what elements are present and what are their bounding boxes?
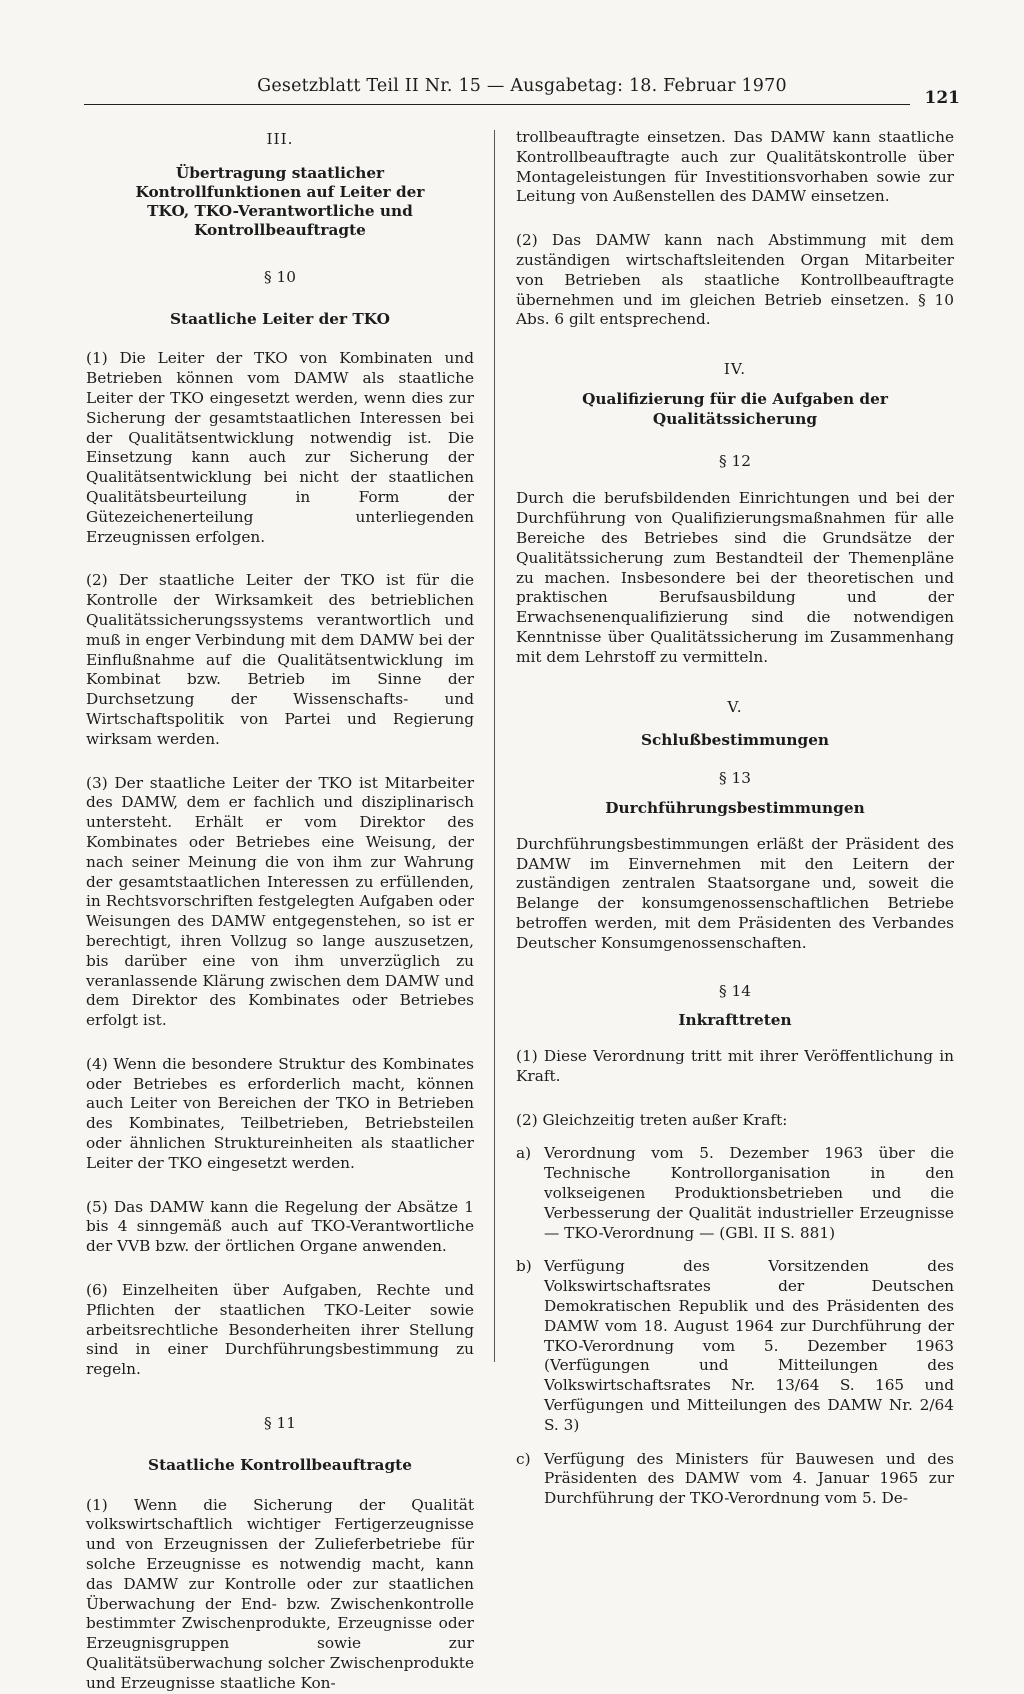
page-header: [84, 76, 960, 110]
s10-paragraph-1: (1) Die Leiter der TKO von Kombinaten und Betrieben können vom DAMW als staatliche Leiter der TKO eingesetzt werden, wenn dies zur Sicherung der gesamtstaatlichen Interessen bei der Qualitätsentwicklung notwendig ist. Die Einsetzung kann auch zur Sicherung der Qualitätsentwicklung bei nicht der staatlichen Qualitätsbeurteilung in Form der Gütezeichenerteilung unterliegenden Erzeugnissen erfolgen.: [86, 349, 474, 546]
list-item-text: Verordnung vom 5. Dezember 1963 über die Technische Kontrollorganisation in den volkseigenen Produktionsbetrieben und die Verbesserung der Qualität industrieller Erzeugnisse — TKO-Verordnung — (GBl. II S. 881): [544, 1144, 954, 1242]
part-heading-iv: IV.: [723, 360, 747, 379]
list-item-text: Verfügung des Vorsitzenden des Volkswirtschaftsrates der Deutschen Demokratischen Republik und des Präsidenten des DAMW vom 18. August 1964 zur Durchführung der TKO-Verordnung vom 5. Dezember 1963 (Verfügungen und Mitteilungen des Volkswirtschaftsrates Nr. 13/64 S. 165 und Verfügungen und Mitteilungen des DAMW Nr. 2/64 S. 3): [544, 1257, 954, 1434]
list-marker: c): [516, 1449, 531, 1468]
repeal-item-a: [516, 1144, 954, 1243]
section-10-title: Staatliche Leiter der TKO: [169, 309, 390, 328]
part-heading-iii: III.: [266, 130, 294, 148]
s11-paragraph-2: (2) Das DAMW kann nach Abstimmung mit dem zuständigen wirtschaftsleitenden Organ Mitarbeiter von Betrieben als staatliche Kontrollbeauftragte übernehmen und im gleichen Betrieb einsetzen. § 10 Abs. 6 gilt entsprechend.: [516, 231, 954, 329]
right-column: [516, 128, 954, 1509]
s10-paragraph-2: (2) Der staatliche Leiter der TKO ist für die Kontrolle der Wirksamkeit des betrieblichen Qualitätssicherungssystems verantwortlich und muß in enger Verbindung mit dem DAMW bei der Einflußnahme auf die Qualitätsentwicklung im Kombinat bzw. Betrieb im Sinne der Durchsetzung der Wissenschafts- und Wirtschaftspolitik von Partei und Regierung wirksam werden.: [86, 571, 474, 748]
s10-paragraph-5: (5) Das DAMW kann die Regelung der Absätze 1 bis 4 sinngemäß auch auf TKO-Verantwortliche der VVB bzw. der örtlichen Organe anwenden.: [86, 1197, 474, 1256]
s13-paragraph-1: Durchführungsbestimmungen erläßt der Präsident des DAMW im Einvernehmen mit den Leitern der zuständigen zentralen Staatsorgane und, soweit die Belange der konsumgenossenschaftlichen Betriebe betroffen werden, mit dem Präsidenten des Verbandes Deutscher Konsumgenossenschaften.: [516, 834, 954, 952]
repeal-item-c: [516, 1450, 954, 1509]
section-11-number: § 11: [264, 1414, 296, 1433]
s10-paragraph-3: (3) Der staatliche Leiter der TKO ist Mitarbeiter des DAMW, dem er fachlich und disziplinarisch untersteht. Erhält er vom Direktor des Kombinates oder Betriebes eine Weisung, der nach seiner Meinung die von ihm zur Wahrung der gesamtstaatlichen Interessen zu erfüllenden, in Rechtsvorschriften festgelegten Aufgaben oder Weisungen des DAMW entgegenstehen, so ist er berechtigt, ihren Vollzug so lange auszusetzen, bis darüber eine von ihm unverzüglich zu veranlassende Klärung zwischen dem DAMW und dem Direktor des Kombinates oder Betriebes erfolgt ist.: [86, 773, 474, 1030]
part-title-iv: Qualifizierung für die Aufgaben der Qualitätssicherung: [582, 389, 888, 428]
section-14-number: § 14: [719, 981, 751, 1000]
repeal-item-b: [516, 1257, 954, 1435]
s14-paragraph-1: (1) Diese Verordnung tritt mit ihrer Veröffentlichung in Kraft.: [516, 1047, 954, 1085]
header-title: Gesetzblatt Teil II Nr. 15 — Ausgabetag: 18. Februar 1970: [257, 76, 787, 96]
s10-paragraph-4: (4) Wenn die besondere Struktur des Kombinates oder Betriebes es erforderlich macht, können auch Leiter von Bereichen der TKO in Betrieben des Kombinates, Teilbetrieben, Betriebsteilen oder ähnlichen Struktureinheiten als staatlicher Leiter der TKO eingesetzt werden.: [86, 1054, 474, 1172]
section-13-title: Durchführungsbestimmungen: [605, 798, 865, 817]
section-12-number: § 12: [719, 451, 751, 470]
s10-paragraph-6: (6) Einzelheiten über Aufgaben, Rechte und Pflichten der staatlichen TKO-Leiter sowie arbeitsrechtliche Besonderheiten ihrer Stellung sind in einer Durchführungsbestimmung zu regeln.: [86, 1281, 474, 1379]
s11-paragraph-1-continued: trollbeauftragte einsetzen. Das DAMW kann staatliche Kontrollbeauftragte auch zur Qualitätskontrolle über Montageleistungen für Investitionsvorhaben sowie zur Leitung von Außenstellen des DAMW einsetzen.: [516, 128, 954, 206]
part-title-v: Schlußbestimmungen: [640, 731, 830, 750]
s12-paragraph-1: Durch die berufsbildenden Einrichtungen und bei der Durchführung von Qualifizierungsmaßnahmen für alle Bereiche des Betriebes sind die Grundsätze der Qualitätssicherung zum Bestandteil der Themenpläne zu machen. Insbesondere bei der theoretischen und praktischen Berufsausbildung und der Erwachsenenqualifizierung sind die notwendigen Kenntnisse über Qualitätssicherung im Zusammenhang mit dem Lehrstoff zu vermitteln.: [516, 489, 954, 666]
header-rule: [84, 104, 910, 105]
part-title-iii: Übertragung staatlicher Kontrollfunktionen auf Leiter der TKO, TKO-Verantwortliche und Kontrollbeauftragte: [135, 163, 425, 239]
section-13-number: § 13: [719, 769, 751, 788]
part-heading-v: V.: [727, 697, 743, 716]
page-number: 121: [924, 88, 960, 108]
column-divider: [494, 130, 495, 1362]
section-11-title: Staatliche Kontrollbeauftragte: [148, 1455, 412, 1474]
section-10-number: § 10: [264, 267, 296, 286]
list-marker: b): [516, 1257, 532, 1276]
s14-paragraph-2: (2) Gleichzeitig treten außer Kraft:: [516, 1110, 788, 1129]
left-column: [86, 130, 474, 1694]
list-marker: a): [516, 1144, 532, 1163]
section-14-title: Inkrafttreten: [678, 1011, 792, 1030]
s11-paragraph-1: (1) Wenn die Sicherung der Qualität volkswirtschaftlich wichtiger Fertigerzeugnisse und von Erzeugnissen der Zulieferbetriebe für solche Erzeugnisse es notwendig macht, kann das DAMW zur Kontrolle oder zur staatlichen Überwachung der End- bzw. Zwischenkontrolle bestimmter Zwischenprodukte, Erzeugnisse oder Erzeugnisgruppen sowie zur Qualitätsüberwachung solcher Zwischenprodukte und Erzeugnisse staatliche Kon-: [86, 1495, 474, 1692]
list-item-text: Verfügung des Ministers für Bauwesen und des Präsidenten des DAMW vom 4. Januar 1965 zur Durchführung der TKO-Verordnung vom 5. De-: [544, 1449, 954, 1508]
